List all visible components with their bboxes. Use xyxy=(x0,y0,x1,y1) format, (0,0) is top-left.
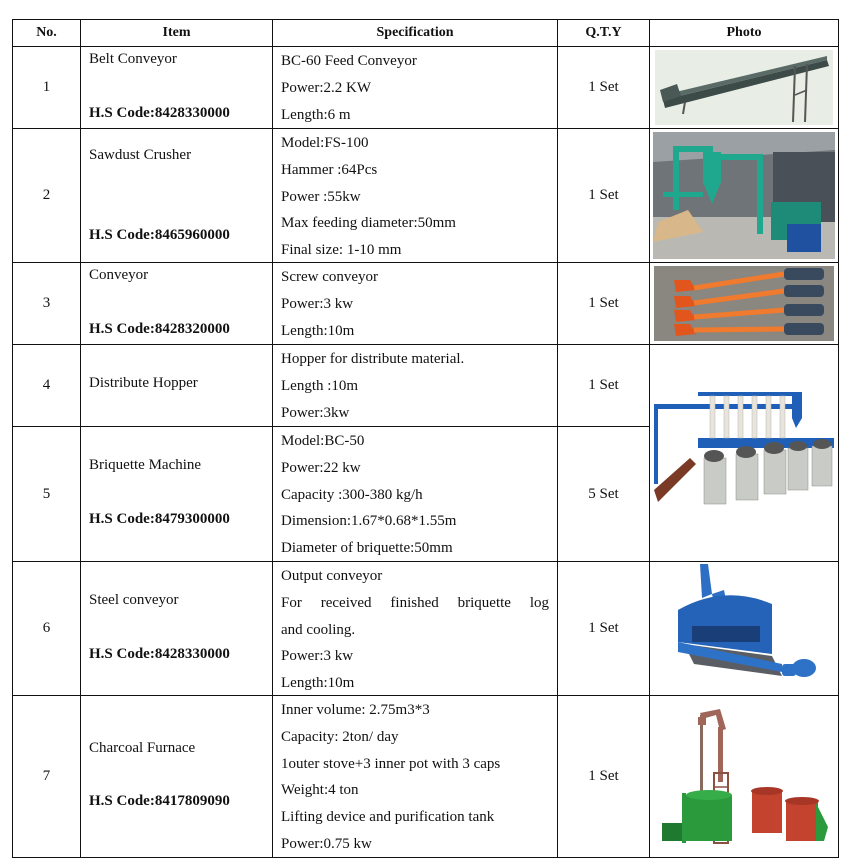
spec-line: Power:22 kw xyxy=(281,459,361,476)
row-1-spec xyxy=(272,46,558,129)
spec-line: Inner volume: 2.75m3*3 xyxy=(281,702,430,718)
spec-line: Hammer :64Pcs xyxy=(281,161,378,178)
row-4-qty: 1 Set xyxy=(557,344,650,427)
spec-line: Dimension:1.67*0.68*1.55m xyxy=(281,513,457,530)
row-3-qty: 1 Set xyxy=(557,262,650,345)
row-4-item xyxy=(80,344,273,427)
item-name: Distribute Hopper xyxy=(89,375,198,391)
hs-code: H.S Code:8465960000 xyxy=(89,227,230,243)
spec-line: Length:6 m xyxy=(281,106,351,123)
header-item: Item xyxy=(80,19,273,47)
row-1-photo-cell xyxy=(649,46,839,129)
item-name: Steel conveyor xyxy=(89,592,179,608)
row-2-photo-cell xyxy=(649,128,839,263)
row-7-photo-cell xyxy=(649,695,839,858)
row-7-spec xyxy=(272,695,558,858)
spec-line: Weight:4 ton xyxy=(281,782,359,799)
sawdust-crusher-photo xyxy=(653,132,835,259)
row-7-qty: 1 Set xyxy=(557,695,650,858)
row-1-qty: 1 Set xyxy=(557,46,650,129)
item-name: Conveyor xyxy=(89,267,149,283)
spec-line: Model:BC-50 xyxy=(281,433,365,449)
steel-conveyor-photo xyxy=(664,564,824,694)
spec-line: Power:3kw xyxy=(281,404,350,421)
row-5-no: 5 xyxy=(12,426,81,562)
spec-line: Model:FS-100 xyxy=(281,135,369,151)
spec-line: Length :10m xyxy=(281,377,359,394)
spec-line: Power:2.2 KW xyxy=(281,79,371,96)
hs-code: H.S Code:8417809090 xyxy=(89,793,230,809)
hs-code: H.S Code:8479300000 xyxy=(89,511,230,527)
row-6-no: 6 xyxy=(12,561,81,696)
briquette-line-photo xyxy=(652,378,836,528)
hs-code: H.S Code:8428330000 xyxy=(89,646,230,662)
row-3-no: 3 xyxy=(12,262,81,345)
header-qty: Q.T.Y xyxy=(557,19,650,47)
header-specification: Specification xyxy=(272,19,558,47)
spec-line: Power:3 kw xyxy=(281,648,354,665)
belt-conveyor-photo xyxy=(655,50,833,125)
row-1-item xyxy=(80,46,273,129)
spec-line: Max feeding diameter:50mm xyxy=(281,215,456,232)
spec-line: Power:3 kw xyxy=(281,295,354,312)
row-6-item xyxy=(80,561,273,696)
row-3-photo-cell xyxy=(649,262,839,345)
row-2-item xyxy=(80,128,273,263)
header-photo: Photo xyxy=(649,19,839,47)
row-4-no: 4 xyxy=(12,344,81,427)
row-6-photo-cell xyxy=(649,561,839,696)
spec-line: Power :55kw xyxy=(281,188,361,205)
spec-line: Capacity: 2ton/ day xyxy=(281,728,399,745)
hs-code: H.S Code:8428330000 xyxy=(89,105,230,121)
spec-line: Output conveyor xyxy=(281,568,383,584)
screw-conveyor-photo xyxy=(654,266,834,341)
row-1-no: 1 xyxy=(12,46,81,129)
spec-line: Diameter of briquette:50mm xyxy=(281,540,453,557)
hs-code: H.S Code:8428320000 xyxy=(89,321,230,337)
spec-line: Length:10m xyxy=(281,322,355,339)
spec-line: 1outer stove+3 inner pot with 3 caps xyxy=(281,755,501,772)
spec-line: Lifting device and purification tank xyxy=(281,809,495,826)
row-5-spec xyxy=(272,426,558,562)
row-2-qty: 1 Set xyxy=(557,128,650,263)
item-name: Charcoal Furnace xyxy=(89,740,196,756)
spec-line: Length:10m xyxy=(281,675,355,692)
spec-line: Final size: 1-10 mm xyxy=(281,242,402,259)
spec-line: For received finished briquette log xyxy=(281,594,549,611)
header-no: No. xyxy=(12,19,81,47)
row-6-spec xyxy=(272,561,558,696)
row-4-spec xyxy=(272,344,558,427)
item-name: Belt Conveyor xyxy=(89,51,177,67)
row-7-no: 7 xyxy=(12,695,81,858)
spec-line: BC-60 Feed Conveyor xyxy=(281,53,417,69)
spec-line: Hopper for distribute material. xyxy=(281,351,465,367)
charcoal-furnace-photo xyxy=(656,707,832,847)
equipment-table xyxy=(12,19,839,858)
spec-line: Screw conveyor xyxy=(281,269,379,285)
row-3-spec xyxy=(272,262,558,345)
row-4-5-photo-cell xyxy=(649,344,839,562)
spec-line: and cooling. xyxy=(281,621,356,638)
row-2-no: 2 xyxy=(12,128,81,263)
row-7-item xyxy=(80,695,273,858)
row-2-spec xyxy=(272,128,558,263)
spec-line: Power:0.75 kw xyxy=(281,835,372,852)
row-3-item xyxy=(80,262,273,345)
row-6-qty: 1 Set xyxy=(557,561,650,696)
row-5-item xyxy=(80,426,273,562)
row-5-qty: 5 Set xyxy=(557,426,650,562)
spec-line: Capacity :300-380 kg/h xyxy=(281,486,423,503)
item-name: Briquette Machine xyxy=(89,457,202,473)
item-name: Sawdust Crusher xyxy=(89,147,192,163)
